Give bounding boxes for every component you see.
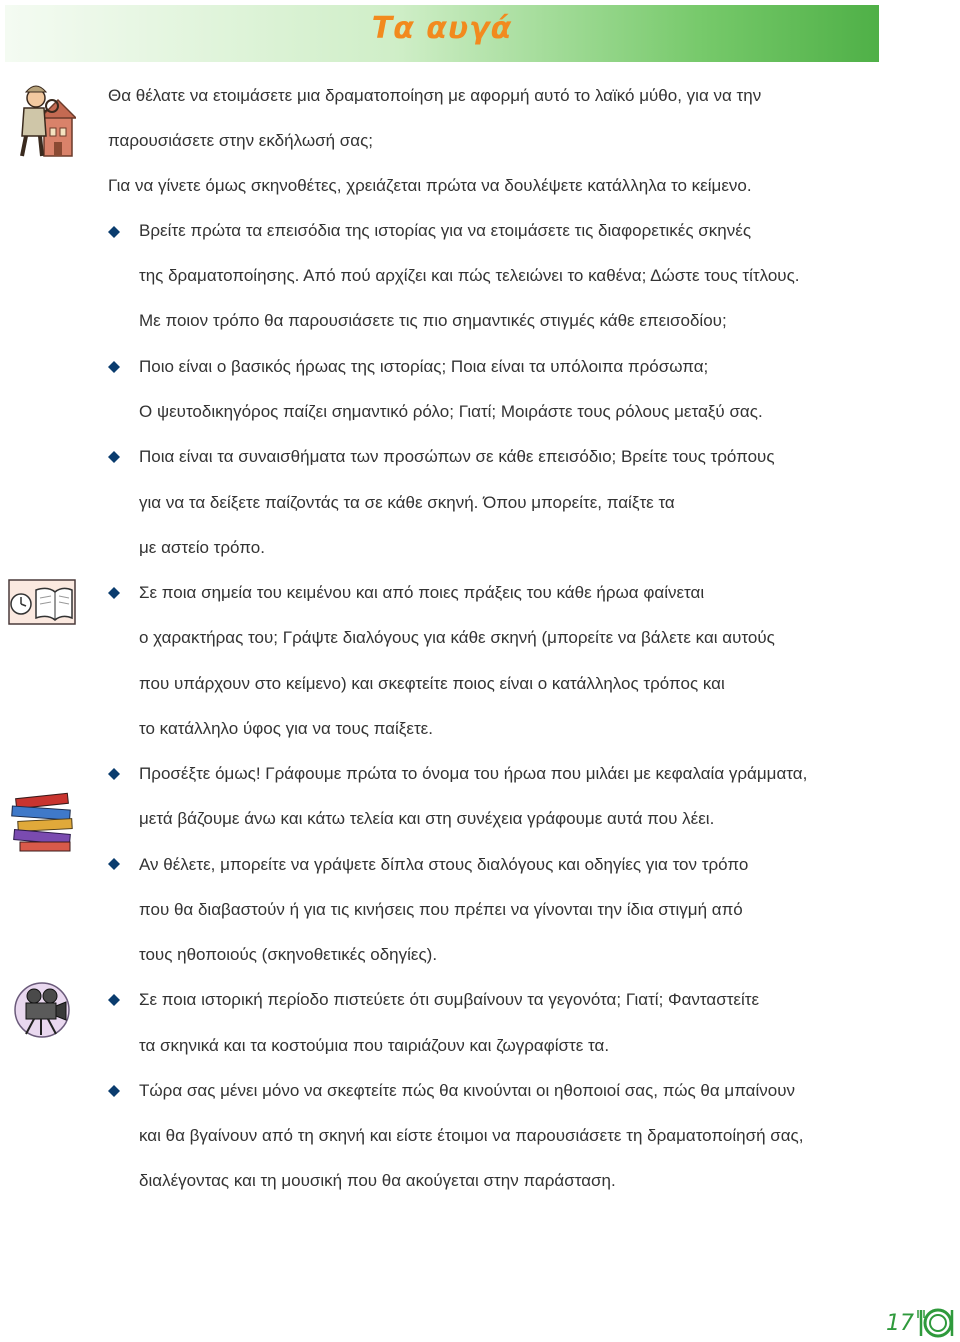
bullet-3-line-3: με αστείο τρόπο. bbox=[139, 538, 265, 557]
intro-line-1: Θα θέλατε να ετοιμάσετε μια δραματοποίηση με αφορμή αυτό το λαϊκό μύθο, για να την bbox=[108, 86, 762, 105]
diamond-bullet-icon bbox=[108, 451, 120, 463]
bullet-5-line-2: μετά βάζουμε άνω και κάτω τελεία και στη συνέχεια γράφουμε αυτά που λέει. bbox=[139, 809, 715, 828]
cutlery-plate-icon bbox=[916, 1306, 954, 1338]
bullet-6-line-1: Αν θέλετε, μπορείτε να γράψετε δίπλα στους διαλόγους και οδηγίες για τον τρόπο bbox=[139, 855, 749, 874]
bullet-8-line-2: και θα βγαίνουν από τη σκηνή και είστε έτοιμοι να παρουσιάσετε τη δραματοποίησή σας, bbox=[139, 1126, 804, 1145]
bullet-3-line-1: Ποια είναι τα συναισθήματα των προσώπων σε κάθε επεισόδιο; Βρείτε τους τρόπους bbox=[139, 447, 775, 466]
books-stack-icon bbox=[8, 792, 78, 854]
diamond-bullet-icon bbox=[108, 858, 120, 870]
bullet-7-line-2: τα σκηνικά και τα κοστούμια που ταιριάζουν και ζωγραφίστε τα. bbox=[139, 1036, 610, 1055]
bullet-4-line-3: που υπάρχουν στο κείμενο) και σκεφτείτε ποιος είναι ο κατάλληλος τρόπος και bbox=[139, 674, 725, 693]
bullet-1-line-1: Βρείτε πρώτα τα επεισόδια της ιστορίας για να ετοιμάσετε τις διαφορετικές σκηνές bbox=[139, 221, 752, 240]
bullet-1-line-2: της δραματοποίησης. Από πού αρχίζει και πώς τελειώνει το καθένα; Δώστε τους τίτλους. bbox=[139, 266, 800, 285]
bullet-2-line-1: Ποιο είναι ο βασικός ήρωας της ιστορίας; Ποια είναι τα υπόλοιπα πρόσωπα; bbox=[139, 357, 709, 376]
diamond-bullet-icon bbox=[108, 587, 120, 599]
title-banner bbox=[5, 5, 879, 62]
diamond-bullet-icon bbox=[108, 1085, 120, 1097]
bullet-8-line-3: διαλέγοντας και τη μουσική που θα ακούγεται στην παράσταση. bbox=[139, 1171, 616, 1190]
bullet-4-line-2: ο χαρακτήρας του; Γράψτε διαλόγους για κάθε σκηνή (μπορείτε να βάλετε και αυτούς bbox=[139, 628, 775, 647]
bullet-8-line-1: Τώρα σας μένει μόνο να σκεφτείτε πώς θα κινούνται οι ηθοποιοί σας, πώς θα μπαίνουν bbox=[139, 1081, 796, 1100]
bullet-4-line-4: το κατάλληλο ύφος για να τους παίξετε. bbox=[139, 719, 433, 738]
bullet-4-line-1: Σε ποια σημεία του κειμένου και από ποιες πράξεις του κάθε ήρωα φαίνεται bbox=[139, 583, 705, 602]
book-clock-icon bbox=[8, 578, 76, 626]
page-number: 17 bbox=[886, 1311, 914, 1336]
diamond-bullet-icon bbox=[108, 226, 120, 238]
movie-camera-icon bbox=[12, 980, 72, 1038]
detective-icon bbox=[10, 78, 76, 160]
bullet-5-line-1: Προσέξτε όμως! Γράφουμε πρώτα το όνομα του ήρωα που μιλάει με κεφαλαία γράμματα, bbox=[139, 764, 808, 783]
diamond-bullet-icon bbox=[108, 768, 120, 780]
page-title: Τα αυγά bbox=[371, 11, 513, 46]
bullet-1-line-3: Με ποιον τρόπο θα παρουσιάσετε τις πιο σημαντικές στιγμές κάθε επεισοδίου; bbox=[139, 311, 727, 330]
intro-line-2: παρουσιάσετε στην εκδήλωσή σας; bbox=[108, 131, 374, 150]
diamond-bullet-icon bbox=[108, 361, 120, 373]
intro-line-3: Για να γίνετε όμως σκηνοθέτες, χρειάζεται πρώτα να δουλέψετε κατάλληλα το κείμενο. bbox=[108, 176, 752, 195]
bullet-6-line-3: τους ηθοποιούς (σκηνοθετικές οδηγίες). bbox=[139, 945, 438, 964]
bullet-3-line-2: για να τα δείξετε παίζοντάς τα σε κάθε σκηνή. Όπου μπορείτε, παίξτε τα bbox=[139, 493, 675, 512]
bullet-2-line-2: Ο ψευτοδικηγόρος παίζει σημαντικό ρόλο; Γιατί; Μοιράστε τους ρόλους μεταξύ σας. bbox=[139, 402, 763, 421]
bullet-7-line-1: Σε ποια ιστορική περίοδο πιστεύετε ότι συμβαίνουν τα γεγονότα; Γιατί; Φανταστείτε bbox=[139, 990, 760, 1009]
diamond-bullet-icon bbox=[108, 994, 120, 1006]
bullet-6-line-2: που θα διαβαστούν ή για τις κινήσεις που πρέπει να γίνονται την ίδια στιγμή από bbox=[139, 900, 743, 919]
